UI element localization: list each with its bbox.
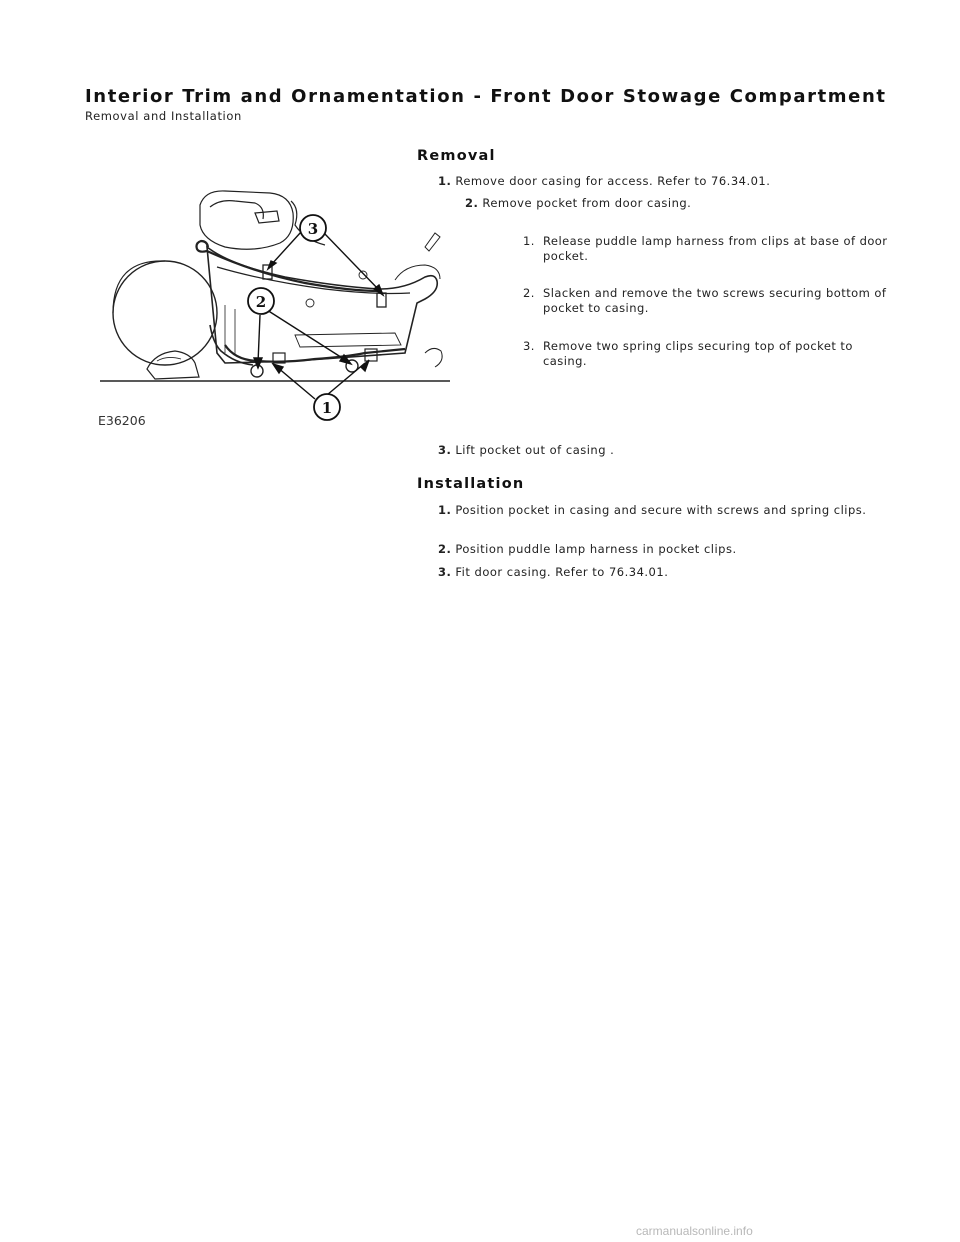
callout-1: 1: [321, 399, 333, 417]
step-number: 2.: [465, 196, 479, 210]
installation-step-1: [438, 503, 868, 518]
step-number: 1.: [438, 174, 452, 188]
step-number: 1.: [438, 503, 452, 517]
callout-2: 2: [255, 293, 267, 311]
sub-step-number: 2.: [523, 286, 535, 300]
step-text: Remove pocket from door casing.: [482, 196, 692, 210]
installation-step-3: [438, 565, 668, 580]
installation-step-2: [438, 542, 737, 557]
installation-heading: Installation: [417, 476, 525, 492]
removal-sub-step-1: [523, 234, 888, 264]
step-number: 3.: [438, 565, 452, 579]
watermark: carmanualsonline.info: [636, 1224, 753, 1238]
step-number: 3.: [438, 443, 452, 457]
removal-step-3: [438, 443, 614, 458]
sub-step-number: 1.: [523, 234, 535, 248]
step-text: Fit door casing. Refer to 76.34.01.: [455, 565, 669, 579]
step-text: Position puddle lamp harness in pocket clips.: [455, 542, 737, 556]
removal-step-2: [465, 196, 691, 211]
removal-sub-step-3: [523, 339, 888, 369]
sub-step-number: 3.: [523, 339, 535, 353]
page-subtitle: Removal and Installation: [85, 109, 242, 123]
sub-step-text: Release puddle lamp harness from clips at base of door pocket.: [543, 234, 888, 263]
removal-heading: Removal: [417, 148, 496, 164]
sub-step-text: Remove two spring clips securing top of pocket to casing.: [543, 339, 853, 368]
removal-sub-step-2: [523, 286, 888, 316]
door-pocket-diagram: [95, 185, 455, 435]
step-text: Remove door casing for access. Refer to 76.34.01.: [455, 174, 771, 188]
callout-3: 3: [307, 220, 319, 238]
step-text: Position pocket in casing and secure with screws and spring clips.: [455, 503, 867, 517]
step-text: Lift pocket out of casing .: [455, 443, 615, 457]
page-title: Interior Trim and Ornamentation - Front Door Stowage Compartment: [85, 86, 887, 107]
figure-label: E36206: [98, 413, 146, 428]
step-number: 2.: [438, 542, 452, 556]
sub-step-text: Slacken and remove the two screws securing bottom of pocket to casing.: [543, 286, 887, 315]
removal-step-1: [438, 174, 770, 189]
